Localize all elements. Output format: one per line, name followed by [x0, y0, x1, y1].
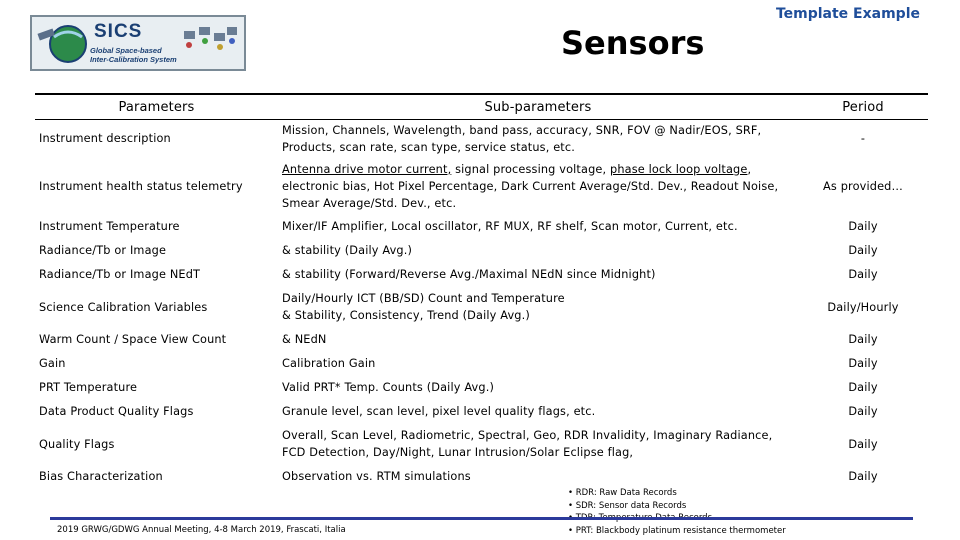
sub-parameter-text: signal processing voltage, [451, 162, 610, 176]
logo-tagline: Inter-Calibration System [90, 55, 177, 64]
parameter-cell: Quality Flags [39, 437, 115, 451]
parameter-cell: Instrument health status telemetry [39, 179, 243, 193]
table-row [35, 263, 928, 287]
period-cell: Daily [848, 268, 878, 281]
parameter-cell: Radiance/Tb or Image NEdT [39, 268, 201, 281]
table-row [35, 465, 928, 489]
column-header-parameters: Parameters [35, 94, 278, 120]
parameter-cell: Warm Count / Space View Count [39, 333, 227, 346]
sub-parameter-cell: & NEdN [282, 333, 327, 346]
period-cell: Daily [848, 333, 878, 346]
parameter-cell: Data Product Quality Flags [39, 405, 194, 418]
footnote: • PRT: Blackbody platinum resistance thermometer [568, 525, 786, 538]
period-cell: Daily [848, 220, 878, 233]
sub-parameter-cell: Calibration Gain [282, 357, 376, 370]
sub-parameter-cell: Granule level, scan level, pixel level quality flags, etc. [282, 405, 596, 418]
template-example-label: Template Example [775, 6, 920, 22]
parameter-cell: Instrument description [39, 132, 171, 146]
period-cell: Daily [848, 381, 878, 394]
sub-parameter-cell: & stability (Daily Avg.) [282, 244, 413, 257]
sub-parameter-text: , electronic bias, Hot Pixel Percentage, Dark Current Average/Std. Dev., Readout Noise, Smear Average/Std. Dev., etc. [282, 162, 779, 210]
period-cell: Daily [848, 437, 878, 451]
table-row [35, 120, 928, 158]
parameter-cell: Radiance/Tb or Image [39, 244, 167, 257]
sub-parameter-cell: Valid PRT* Temp. Counts (Daily Avg.) [282, 381, 495, 394]
underlined-text: Antenna drive motor current, [282, 162, 452, 176]
parameter-cell: Science Calibration Variables [39, 300, 208, 314]
period-cell: Daily [848, 357, 878, 370]
parameter-cell: PRT Temperature [39, 381, 138, 394]
parameter-cell: Gain [39, 357, 66, 370]
sensor-parameters-table [35, 93, 928, 489]
period-cell: - [860, 132, 866, 146]
table-row [35, 376, 928, 400]
sub-parameter-cell: Observation vs. RTM simulations [282, 470, 471, 483]
period-cell: Daily/Hourly [827, 300, 899, 314]
page-title: Sensors [561, 24, 705, 62]
sub-parameter-cell [278, 287, 798, 328]
logo-name: SICS [94, 21, 143, 42]
footer-meeting-text: 2019 GRWG/GDWG Annual Meeting, 4-8 March 2019, Frascati, Italia [57, 525, 346, 535]
column-header-period: Period [798, 94, 928, 120]
sub-parameter-line: & Stability, Consistency, Trend (Daily Avg.) [282, 309, 530, 322]
sub-parameter-cell: & stability (Forward/Reverse Avg./Maximal NEdN since Midnight) [282, 268, 656, 281]
period-cell: Daily [848, 244, 878, 257]
sub-parameter-cell: Overall, Scan Level, Radiometric, Spectral, Geo, RDR Invalidity, Imaginary Radiance, FCD Detection, Day/Night, Lunar Intrusion/Solar Eclipse flag, [282, 429, 773, 459]
sub-parameter-line: Daily/Hourly ICT (BB/SD) Count and Temperature [282, 292, 565, 305]
parameter-cell: Bias Characterization [39, 470, 163, 483]
logo-tagline: Global Space-based [90, 46, 162, 55]
table-row [35, 424, 928, 465]
period-cell: As provided… [823, 179, 903, 193]
table-header-row [35, 94, 928, 120]
sub-parameter-cell [278, 158, 798, 215]
gsics-logo [30, 15, 246, 71]
parameter-cell: Instrument Temperature [39, 220, 180, 233]
period-cell: Daily [848, 470, 878, 483]
table-row [35, 287, 928, 328]
sub-parameter-cell: Mission, Channels, Wavelength, band pass, accuracy, SNR, FOV @ Nadir/EOS, SRF, Products, scan rate, scan type, service status, etc. [282, 123, 762, 154]
footnotes-list [568, 487, 786, 537]
table-row [35, 352, 928, 376]
sub-parameter-cell: Mixer/IF Amplifier, Local oscillator, RF MUX, RF shelf, Scan motor, Current, etc. [282, 220, 738, 233]
table-row [35, 215, 928, 239]
table-row [35, 328, 928, 352]
table-row [35, 158, 928, 215]
footnote: • SDR: Sensor data Records [568, 500, 786, 513]
underlined-text: phase lock loop voltage [610, 162, 748, 176]
footer-divider [50, 517, 913, 520]
table-row [35, 400, 928, 424]
column-header-sub-parameters: Sub-parameters [278, 94, 798, 120]
period-cell: Daily [848, 405, 878, 418]
footnote: • RDR: Raw Data Records [568, 487, 786, 500]
table-row [35, 239, 928, 263]
